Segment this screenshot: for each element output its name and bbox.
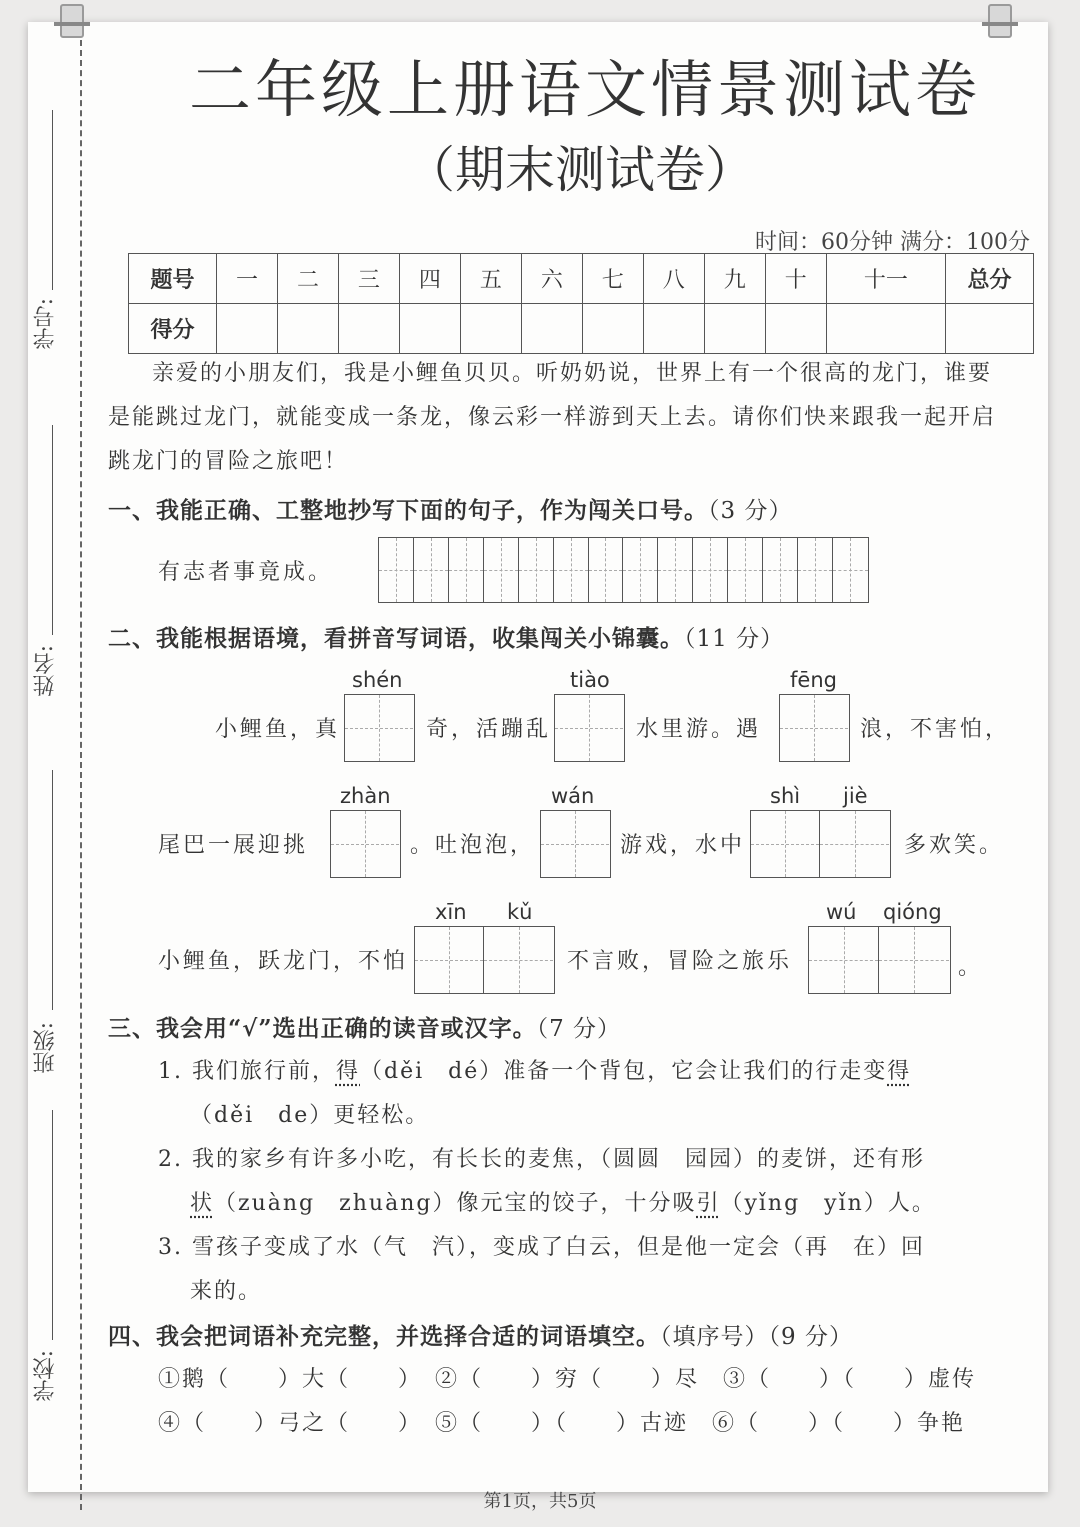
- score-row-label: 得分: [129, 304, 217, 354]
- score-table: [128, 253, 1034, 354]
- pinyin-label: wán: [551, 784, 595, 808]
- score-input-cell[interactable]: [946, 304, 1034, 354]
- score-header-cell: 总分: [946, 254, 1034, 304]
- grid-cell[interactable]: [484, 538, 519, 602]
- question-text: （yǐng yǐn）人。: [720, 1191, 936, 1216]
- score-value-row: [129, 304, 1034, 354]
- name-label: 姓名:: [33, 645, 58, 697]
- character-box-double[interactable]: [414, 926, 555, 994]
- dotted-char: 状: [190, 1191, 215, 1216]
- fill-text: 多欢笑。: [904, 833, 1005, 858]
- score-header-cell: 十: [765, 254, 826, 304]
- section-1-title: 一、我能正确、工整地抄写下面的句子，作为闯关口号。: [108, 497, 708, 524]
- school-label: 学校:: [33, 1350, 58, 1402]
- grid-cell[interactable]: [658, 538, 693, 602]
- character-box-double[interactable]: [750, 810, 891, 878]
- idiom-row-1[interactable]: ①鹅（ ）大（ ） ②（ ）穷（ ）尽 ③（ ）（ ）虚传: [158, 1367, 977, 1392]
- student-no-line: [52, 110, 53, 290]
- section-4-points: （填序号）（9 分）: [660, 1324, 853, 1350]
- score-input-cell[interactable]: [765, 304, 826, 354]
- grid-cell[interactable]: [379, 538, 414, 602]
- pinyin-label: zhàn: [340, 784, 391, 808]
- section-1-points: （3 分）: [708, 498, 793, 524]
- score-header-cell: 九: [704, 254, 765, 304]
- score-header-cell: 四: [399, 254, 460, 304]
- score-input-cell[interactable]: [521, 304, 582, 354]
- copy-sentence: 有志者事竟成。: [158, 560, 334, 585]
- section-1-heading: [108, 492, 792, 525]
- grid-cell[interactable]: [728, 538, 763, 602]
- character-box[interactable]: [344, 694, 415, 762]
- question-text: 1. 我们旅行前，: [158, 1059, 336, 1084]
- score-input-cell[interactable]: [704, 304, 765, 354]
- question-2-cont: [190, 1186, 936, 1217]
- fill-text: 奇，活蹦乱: [426, 717, 552, 742]
- question-text: （zuàng zhuàng）像元宝的饺子，十分吸: [214, 1191, 697, 1216]
- binder-clip-icon: [54, 4, 90, 42]
- score-header-cell: 十一: [826, 254, 945, 304]
- binder-clip-icon: [982, 4, 1018, 42]
- fill-text: 。吐泡泡，: [410, 833, 536, 858]
- section-2-title: 二、我能根据语境，看拼音写词语，收集闯关小锦囊。: [108, 625, 684, 652]
- character-box[interactable]: [779, 694, 850, 762]
- school-line: [52, 1110, 53, 1340]
- score-header-cell: 一: [217, 254, 278, 304]
- time-info: 时间：60分钟 满分：100分: [755, 230, 1030, 255]
- idiom-row-2[interactable]: ④（ ）弓之（ ） ⑤（ ）（ ）古迹 ⑥（ ）（ ）争艳: [158, 1411, 966, 1436]
- page-footer: 第1页，共5页: [483, 1491, 597, 1512]
- pinyin-label: kǔ: [507, 900, 533, 924]
- grid-cell[interactable]: [449, 538, 484, 602]
- grid-cell[interactable]: [693, 538, 728, 602]
- class-label: 班级:: [33, 1022, 58, 1074]
- section-3-heading: [108, 1010, 621, 1043]
- score-header-cell: 三: [338, 254, 399, 304]
- score-header-row: [129, 254, 1034, 304]
- fill-text: 小鲤鱼，跃龙门，不怕: [158, 949, 409, 974]
- question-1: [158, 1054, 911, 1085]
- question-2: 2. 我的家乡有许多小吃，有长长的麦焦，（圆圆 园园）的麦饼，还有形: [158, 1147, 925, 1172]
- page-subtitle: （期末测试卷）: [405, 141, 755, 199]
- character-box[interactable]: [540, 810, 611, 878]
- grid-cell[interactable]: [519, 538, 554, 602]
- score-input-cell[interactable]: [338, 304, 399, 354]
- score-input-cell[interactable]: [582, 304, 643, 354]
- question-3: 3. 雪孩子变成了水（气 汽），变成了白云，但是他一定会（再 在）回: [158, 1235, 925, 1260]
- page-title: 二年级上册语文情景测试卷: [188, 53, 981, 126]
- pinyin-label: wú: [826, 900, 857, 924]
- character-box[interactable]: [554, 694, 625, 762]
- pinyin-label: shì: [770, 784, 801, 808]
- grid-cell[interactable]: [554, 538, 589, 602]
- section-3-title: 三、我会用“√”选出正确的读音或汉字。: [108, 1015, 537, 1042]
- score-header-cell: 六: [521, 254, 582, 304]
- dotted-char: 得: [887, 1059, 912, 1084]
- score-input-cell[interactable]: [399, 304, 460, 354]
- grid-cell[interactable]: [414, 538, 449, 602]
- grid-cell[interactable]: [623, 538, 658, 602]
- score-input-cell[interactable]: [277, 304, 338, 354]
- grid-cell[interactable]: [798, 538, 833, 602]
- score-input-cell[interactable]: [217, 304, 278, 354]
- grid-cell[interactable]: [763, 538, 798, 602]
- dotted-char: 得: [335, 1059, 360, 1084]
- section-2-points: （11 分）: [684, 626, 785, 652]
- dotted-char: 引: [696, 1191, 721, 1216]
- fill-text: 小鲤鱼，真: [215, 717, 341, 742]
- pinyin-label: xīn: [435, 900, 467, 924]
- binding-dashed-line: [80, 40, 82, 1510]
- section-4-heading: [108, 1318, 853, 1351]
- copy-writing-grid[interactable]: [378, 537, 869, 603]
- score-header-cell: 八: [643, 254, 704, 304]
- score-input-cell[interactable]: [826, 304, 945, 354]
- fill-text: 水里游。遇: [636, 717, 762, 742]
- question-text: （děi dé）准备一个背包，它会让我们的行走变: [360, 1059, 888, 1084]
- section-2-heading: [108, 620, 784, 653]
- section-4-title: 四、我会把词语补充完整，并选择合适的词语填空。: [108, 1323, 660, 1350]
- score-header-cell: 题号: [129, 254, 217, 304]
- score-header-cell: 七: [582, 254, 643, 304]
- character-box-double[interactable]: [808, 926, 951, 994]
- fill-text: 浪，不害怕，: [860, 717, 1011, 742]
- pinyin-label: qióng: [883, 900, 942, 924]
- score-input-cell[interactable]: [643, 304, 704, 354]
- question-3-cont: 来的。: [190, 1279, 263, 1304]
- class-line: [52, 770, 53, 1010]
- fill-text: 。: [958, 955, 984, 980]
- score-input-cell[interactable]: [460, 304, 521, 354]
- grid-cell[interactable]: [589, 538, 624, 602]
- student-no-label: 学号:: [33, 298, 58, 350]
- pinyin-label: fēng: [790, 668, 837, 692]
- pinyin-label: jiè: [843, 784, 868, 808]
- fill-text: 游戏，水中: [620, 833, 746, 858]
- section-3-points: （7 分）: [536, 1016, 622, 1042]
- fill-text: 尾巴一展迎挑: [158, 833, 309, 858]
- question-1-cont: （děi de）更轻松。: [190, 1103, 430, 1128]
- score-header-cell: 五: [460, 254, 521, 304]
- name-line: [52, 425, 53, 635]
- intro-paragraph: 亲爱的小朋友们，我是小鲤鱼贝贝。听奶奶说，世界上有一个很高的龙门，谁要是能跳过龙门，就能变成一条龙，像云彩一样游到天上去。请你们快来跟我一起开启跳龙门的冒险之旅吧！: [108, 361, 997, 474]
- pinyin-label: tiào: [570, 668, 610, 692]
- character-box[interactable]: [330, 810, 401, 878]
- pinyin-label: shén: [352, 668, 403, 692]
- fill-text: 不言败，冒险之旅乐: [567, 949, 793, 974]
- score-header-cell: 二: [277, 254, 338, 304]
- grid-cell[interactable]: [833, 538, 868, 602]
